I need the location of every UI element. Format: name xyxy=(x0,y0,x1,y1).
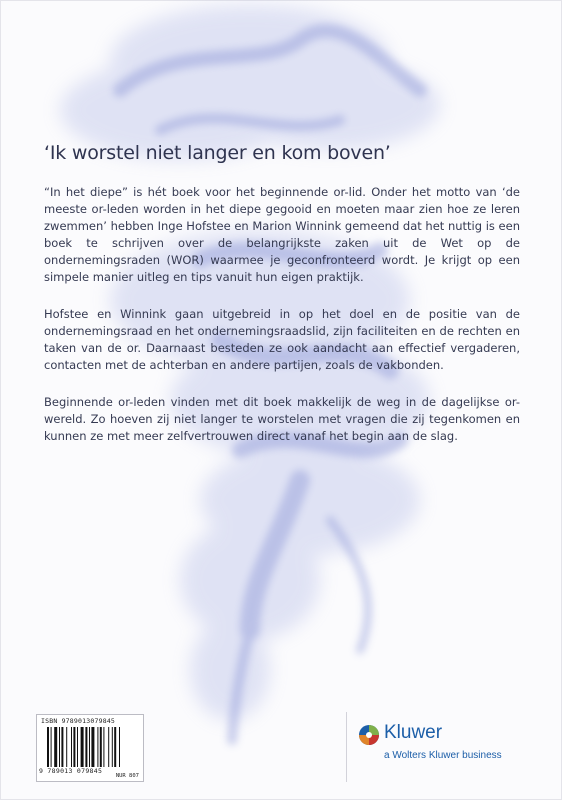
barcode-bar xyxy=(81,727,84,767)
barcode-bar xyxy=(103,727,104,767)
barcode-bar xyxy=(97,727,98,767)
blurb-paragraph-3: Beginnende or-leden vinden met dit boek makkelijk de weg in de dagelijkse or-wereld. Zo hoeven zij niet langer te worstelen met vragen die zij tegenkomen en kunnen ze met meer zelfvertrouwen direct vanaf het begin aan de slag. xyxy=(44,395,520,443)
publisher-logo xyxy=(358,722,548,772)
barcode-bar xyxy=(114,727,116,767)
blurb-paragraph-2: Hofstee en Winnink gaan uitgebreid in op het doel en de positie van de ondernemingsraad en het ondernemingsraadslid, zijn faciliteiten en de rechten en taken van de or. Daarnaast besteden ze ook aandacht aan effectief vergaderen, contacten met de achterban en andere partijen, zoals de vakbonden. xyxy=(44,307,520,372)
isbn-label: ISBN 9789013079845 xyxy=(41,717,116,725)
isbn-barcode xyxy=(36,714,144,782)
barcode-bar xyxy=(85,727,87,767)
footer-divider xyxy=(346,712,347,782)
nur-code: NUR 807 xyxy=(115,773,139,779)
barcode-bar xyxy=(112,727,113,767)
barcode-bar xyxy=(71,727,72,767)
barcode-bar xyxy=(54,727,57,767)
cover-quote: ‘Ik worstel niet langer en kom boven’ xyxy=(44,142,391,164)
publisher-tagline: a Wolters Kluwer business xyxy=(384,750,502,761)
barcode-bar xyxy=(108,727,109,767)
barcode-bar xyxy=(59,727,60,767)
barcode-bar xyxy=(51,727,52,767)
barcode-digits: 9 789013 079845 xyxy=(39,767,103,775)
barcode-bar xyxy=(89,727,90,767)
barcode-bar xyxy=(100,727,102,767)
barcode-bar xyxy=(119,727,120,767)
kluwer-globe-icon xyxy=(358,724,380,746)
barcode-bar xyxy=(77,727,78,767)
barcode-bar xyxy=(61,727,63,767)
barcode-bar xyxy=(91,727,94,767)
barcode-bar xyxy=(73,727,75,767)
blurb xyxy=(44,184,520,465)
publisher-name: Kluwer xyxy=(384,722,443,743)
barcode-bar xyxy=(47,727,49,767)
barcode-bar xyxy=(66,727,67,767)
barcode-bars xyxy=(47,727,137,767)
blurb-paragraph-1: “In het diepe” is hét boek voor het beginnende or-lid. Onder het motto van ‘de meeste or-leden worden in het diepe gegooid en moeten maar zien hoe ze leren zwemmen’ hebben Inge Hofstee en Marion Winnink gemeend dat het nuttig is een boek te schrijven over de belangrijkste zaken uit de Wet op de ondernemingsraden (WOR) waarmee je geconfronteerd wordt. Je krijgt op een simpele manier uitleg en tips vanuit hun eigen praktijk. xyxy=(44,185,520,284)
